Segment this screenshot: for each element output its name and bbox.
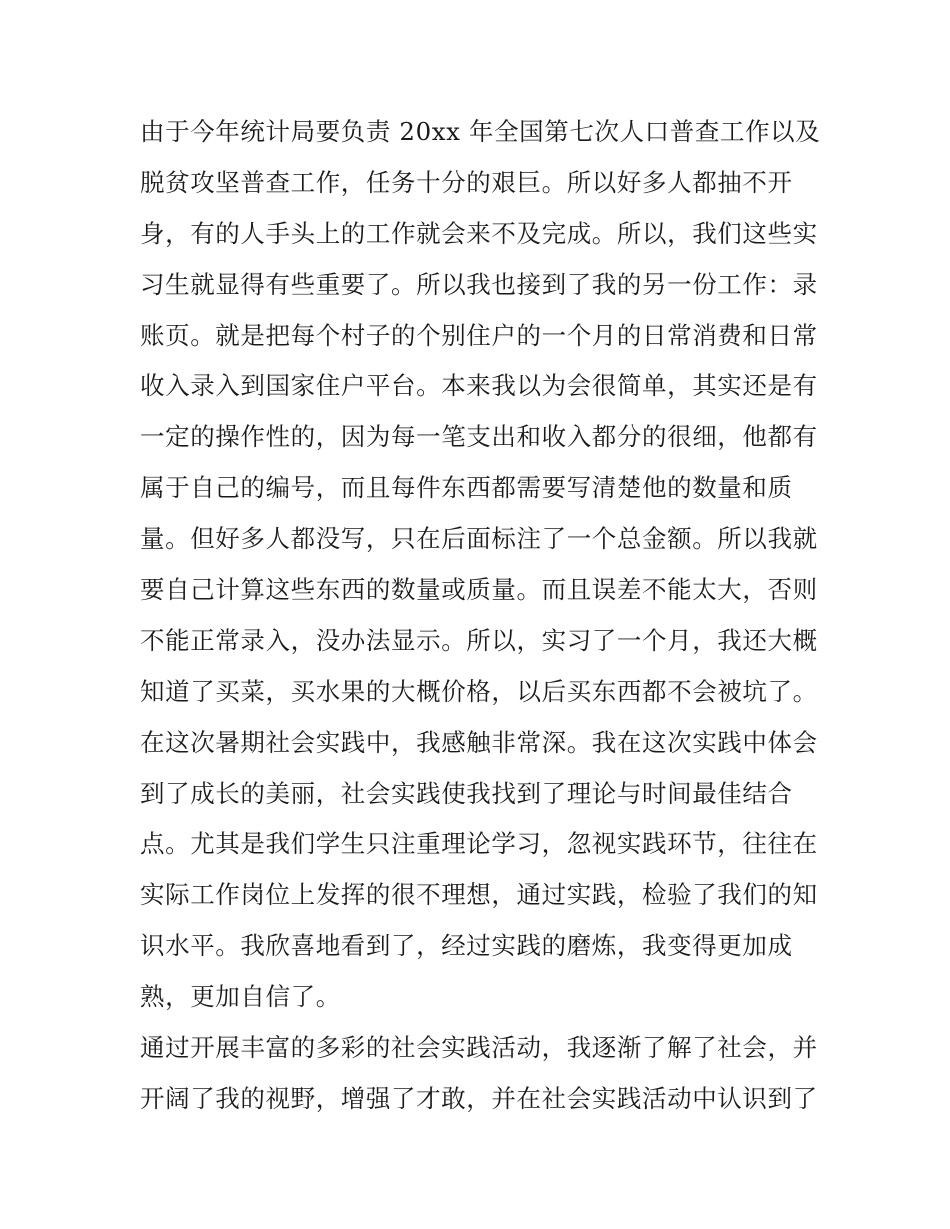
text-line: 属于自己的编号，而且每件东西都需要写清楚他的数量和质 — [140, 473, 793, 503]
text-line: 熟，更加自信了。 — [140, 982, 341, 1012]
text-line: 由于今年统计局要负责 20xx 年全国第七次人口普查工作以及 — [140, 117, 821, 146]
text-line: 点。尤其是我们学生只注重理论学习，忽视实践环节，往往在 — [140, 829, 818, 859]
text-line: 通过开展丰富的多彩的社会实践活动，我逐渐了解了社会，并 — [140, 1033, 818, 1063]
text-line: 到了成长的美丽，社会实践使我找到了理论与时间最佳结合 — [140, 778, 793, 808]
text-line: 身，有的人手头上的工作就会来不及完成。所以，我们这些实 — [140, 218, 818, 248]
text-line: 实际工作岗位上发挥的很不理想，通过实践，检验了我们的知 — [140, 880, 818, 910]
text-line: 不能正常录入，没办法显示。所以，实习了一个月，我还大概 — [140, 625, 818, 655]
text-line: 识水平。我欣喜地看到了，经过实践的磨炼，我变得更加成 — [140, 931, 793, 961]
text-line: 收入录入到国家住户平台。本来我以为会很简单，其实还是有 — [140, 371, 818, 401]
text-line: 在这次暑期社会实践中，我感触非常深。我在这次实践中体会 — [140, 727, 818, 757]
text-line: 账页。就是把每个村子的个别住户的一个月的日常消费和日常 — [140, 320, 818, 350]
text-line: 一定的操作性的，因为每一笔支出和收入都分的很细，他都有 — [140, 422, 818, 452]
text-line: 习生就显得有些重要了。所以我也接到了我的另一份工作：录 — [140, 269, 818, 299]
text-line: 要自己计算这些东西的数量或质量。而且误差不能太大，否则 — [140, 575, 818, 605]
text-line: 开阔了我的视野，增强了才敢，并在社会实践活动中认识到了 — [140, 1083, 818, 1113]
text-line: 知道了买菜，买水果的大概价格，以后买东西都不会被坑了。 — [140, 676, 818, 706]
text-line: 脱贫攻坚普查工作，任务十分的艰巨。所以好多人都抽不开 — [140, 167, 793, 197]
body-text — [140, 107, 820, 1125]
text-line: 量。但好多人都没写，只在后面标注了一个总金额。所以我就 — [140, 524, 818, 554]
